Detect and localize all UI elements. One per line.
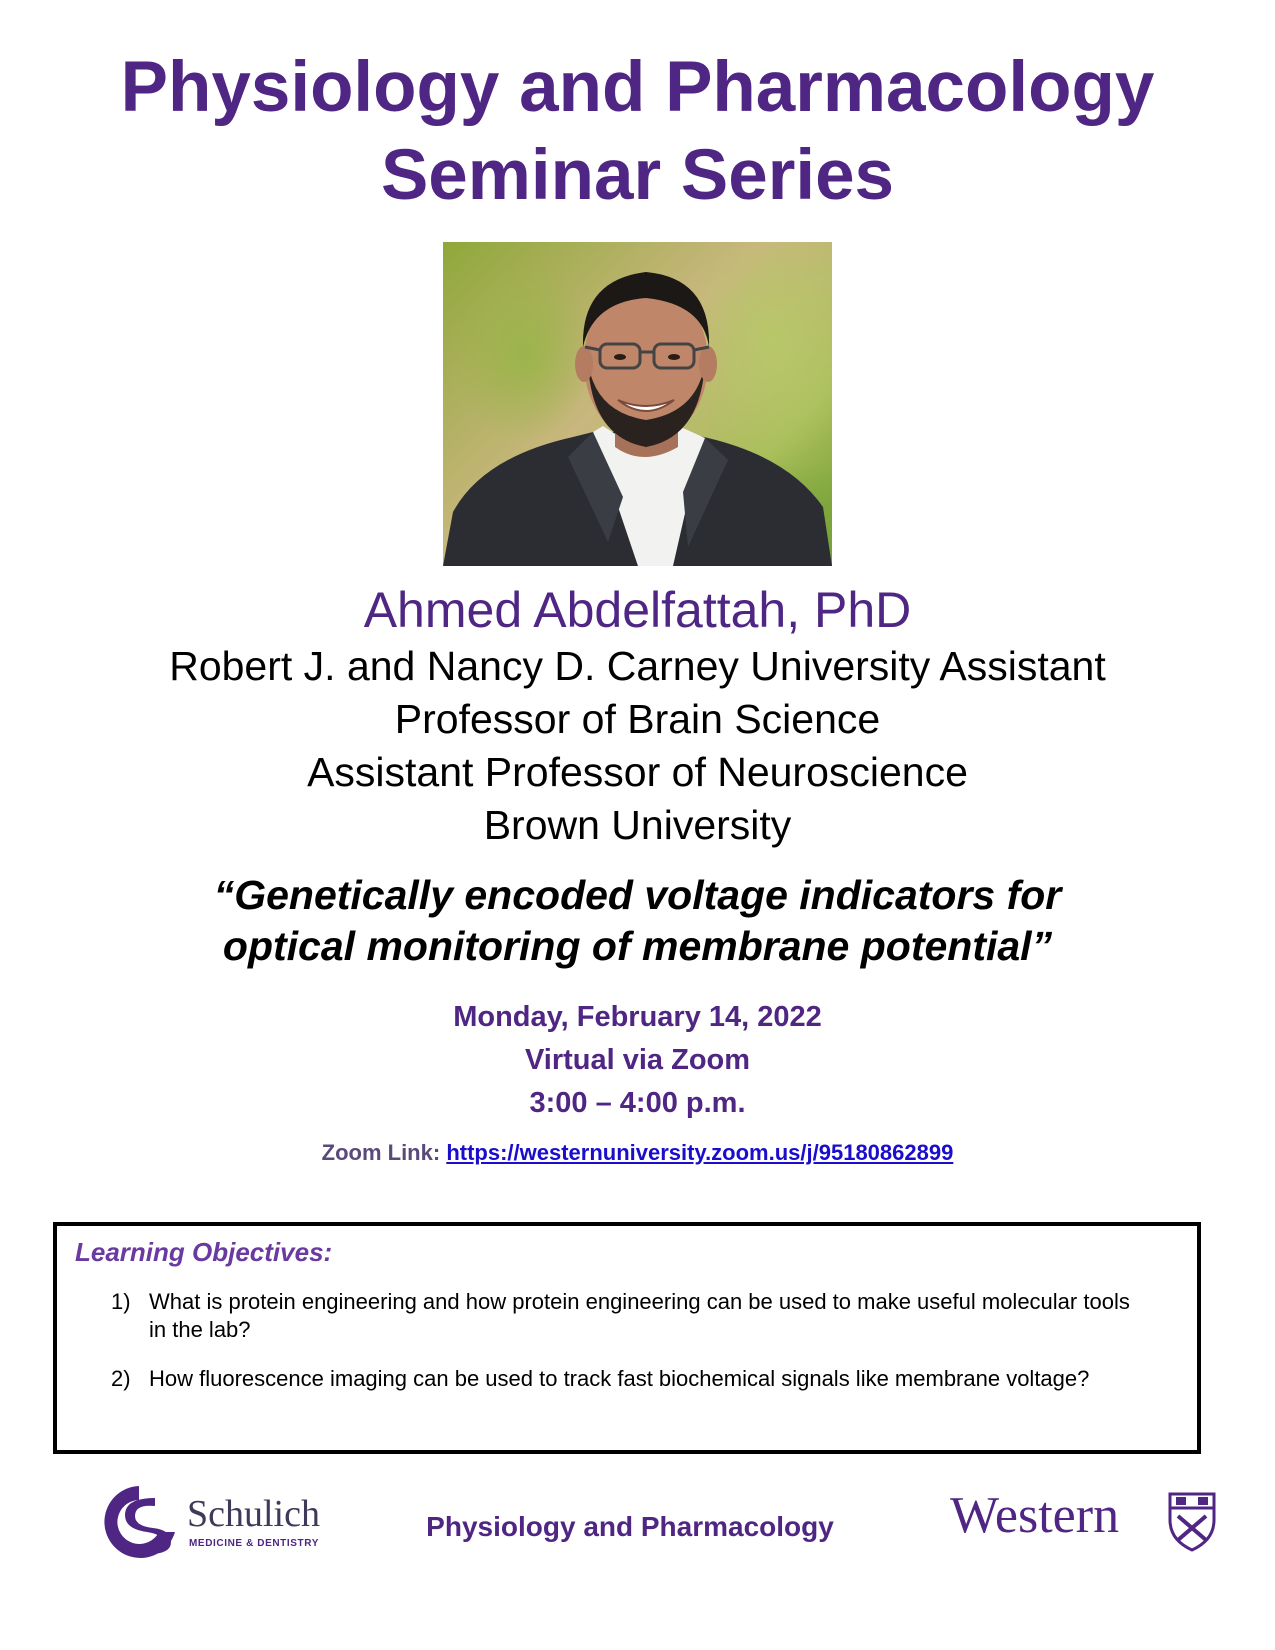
talk-title-line-1: “Genetically encoded voltage indicators for <box>213 872 1062 918</box>
western-crest-icon <box>1166 1490 1218 1552</box>
speaker-portrait-illustration <box>443 242 832 566</box>
affiliation-line: Robert J. and Nancy D. Carney University Assistant <box>169 643 1106 689</box>
event-details <box>0 996 1275 1125</box>
list-item <box>111 1365 1151 1393</box>
western-wordmark: Western <box>950 1487 1120 1544</box>
speaker-affiliation <box>0 640 1275 852</box>
talk-title-line-2: optical monitoring of membrane potential” <box>222 923 1053 969</box>
learning-objectives-box <box>53 1222 1201 1454</box>
speaker-photo <box>443 242 832 566</box>
schulich-subtitle: MEDICINE & DENTISTRY <box>189 1538 319 1549</box>
department-name: Physiology and Pharmacology <box>426 1511 834 1542</box>
event-date: Monday, February 14, 2022 <box>453 1001 822 1033</box>
schulich-logo <box>95 1482 355 1562</box>
list-item-number: 2) <box>111 1366 131 1391</box>
affiliation-line: Brown University <box>483 802 792 848</box>
list-item-text: What is protein engineering and how protein engineering can be used to make useful molecular tools in the lab? <box>149 1289 1130 1342</box>
schulich-s-icon <box>95 1482 181 1562</box>
talk-title <box>0 870 1275 972</box>
affiliation-line: Professor of Brain Science <box>394 696 881 742</box>
event-time: 3:00 – 4:00 p.m. <box>529 1087 746 1119</box>
title-line-2: Seminar Series <box>380 136 895 215</box>
list-item-text: How fluorescence imaging can be used to track fast biochemical signals like membrane voltage? <box>149 1366 1090 1391</box>
page-title <box>0 44 1275 220</box>
objectives-list <box>111 1288 1151 1414</box>
schulich-wordmark: Schulich <box>187 1493 320 1535</box>
affiliation-line: Assistant Professor of Neuroscience <box>307 749 968 795</box>
zoom-link[interactable]: https://westernuniversity.zoom.us/j/95180862899 <box>446 1140 954 1165</box>
western-logo <box>950 1484 1230 1564</box>
list-item-number: 1) <box>111 1289 131 1314</box>
zoom-link-row <box>0 1138 1275 1168</box>
title-line-1: Physiology and Pharmacology <box>120 48 1155 127</box>
list-item <box>111 1288 1151 1344</box>
speaker-name: Ahmed Abdelfattah, PhD <box>363 582 912 638</box>
event-venue: Virtual via Zoom <box>524 1044 751 1076</box>
objectives-heading: Learning Objectives: <box>75 1237 333 1267</box>
zoom-link-label: Zoom Link: <box>321 1140 441 1165</box>
